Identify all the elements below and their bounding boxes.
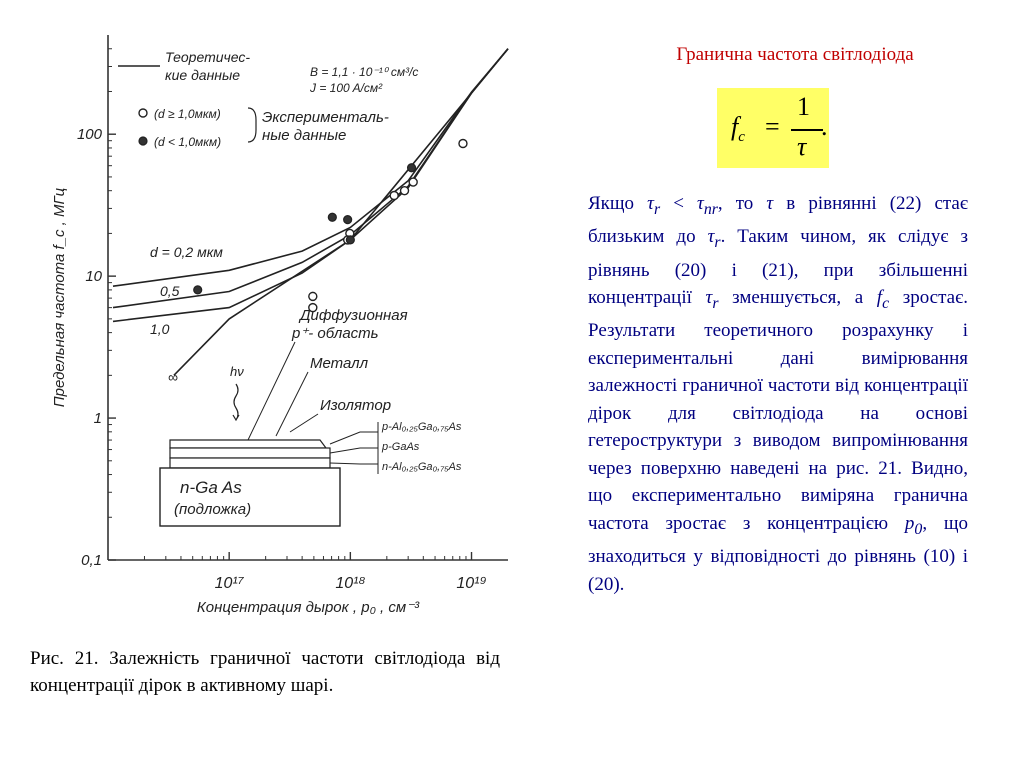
chart-legend [118,49,418,149]
legend-filled-label: (d < 1,0мкм) [154,135,222,149]
formula-denominator: τ [797,132,807,161]
legend-brace [248,108,256,142]
x-tick-label: 10¹⁸ [335,575,366,592]
filled-point [344,216,352,224]
formula-end: . [821,112,828,141]
inset-substrate-label: n-Ga As [180,478,242,497]
x-axis-title: Концентрация дырок , p₀ , см⁻³ [196,599,420,616]
formula-numerator: 1 [797,92,810,121]
body-paragraph: Якщо $\tau_r < \tau_{nr}$, то τ в рівнянні (22) стає близьким до $\tau_r$. Таким чином, як слідує з рівнянь (20) і (21), при збільшенні концентрації $\tau_r$ зменшується, а $f_c$ зростає. Результати теоретичного розрахунку і експериментальні дані вимірювання залежності граничної частоти від концентрації дірок для світлодіода на основі гетероструктури з виводом випромінювання через поверхню наведені на рис. 21. Видно, що експериментально виміряна гранична частота зростає з концентрацією $p_0$, що знаходиться у відповідності до рівнянь (10) і (20). [588,193,968,595]
chart-points [194,140,467,312]
legend-filled-marker [139,137,147,145]
inset-leader-insulator [290,414,318,432]
legend-exp-label: Эксперименталь- [262,109,389,126]
legend-open-label: (d ≥ 1,0мкм) [154,107,221,121]
inset-layer-bottom [170,458,330,468]
inset-diffusion-label2: p⁺- область [292,325,379,342]
cutoff-frequency-chart [20,20,520,630]
formula-box [717,88,829,168]
legend-open-marker [139,109,147,117]
y-axis-title: Предельная частота f_c , МГц [51,187,68,408]
inset-layer3-label: n-Al₀,₂₅Ga₀,₇₅As [382,461,462,473]
formula-lhs: $f_c$ [731,112,745,146]
inset-photon-arrow [233,384,239,420]
legend-theory-label: Теоретичес- [165,49,251,65]
legend-exp-label2: ные данные [262,127,347,144]
inset-insulator-label: Изолятор [320,397,392,414]
filled-point [194,286,202,294]
x-tick-label: 10¹⁹ [456,575,487,592]
inset-layer-leaders [330,432,378,464]
figure-caption: Рис. 21. Залежність граничної частоти світлодіода від концентрації дірок в активному шарі. [30,648,500,696]
y-tick-label: 1 [93,410,102,428]
inset-hv-label: hν [230,364,244,379]
curve-label: d = 0,2 мкм [150,244,223,260]
filled-point [408,164,416,172]
filled-point [328,213,336,221]
formula-fraction-bar [791,129,823,131]
y-tick-label: 100 [76,126,102,144]
curve-label: 1,0 [150,321,170,337]
inset-diffusion-label: Диффузионная [300,307,408,324]
open-point [401,187,409,195]
open-point [459,140,467,148]
inset-layer1-label: p-Al₀,₂₅Ga₀,₇₅As [382,421,462,433]
inset-layer2-label: p-GaAs [382,441,420,453]
y-tick-label: 0,1 [81,552,102,569]
inset-layer-active [170,448,330,458]
legend-theory-label2: кие данные [165,67,241,83]
legend-param-j: J = 100 A/см² [310,81,383,95]
inset-leader-metal [276,372,308,436]
filled-point [346,236,354,244]
x-tick-label: 10¹⁷ [214,575,244,592]
device-inset [160,307,462,526]
open-point [409,178,417,186]
formula-equals: = [765,112,780,141]
inset-metal-label: Металл [310,355,369,372]
curve-label: ∞ [168,369,178,385]
curve-label: 0,5 [160,283,180,299]
open-point [390,191,398,199]
legend-param-b: B = 1,1 · 10⁻¹⁰ см³/с [310,65,419,79]
open-point [309,292,317,300]
inset-substrate-label2: (подложка) [174,501,252,518]
slide-title: Гранична частота світлодіода [676,44,914,65]
inset-layer-top [170,440,326,448]
y-tick-label: 10 [85,268,102,286]
inset-leader-diffusion [248,342,295,440]
